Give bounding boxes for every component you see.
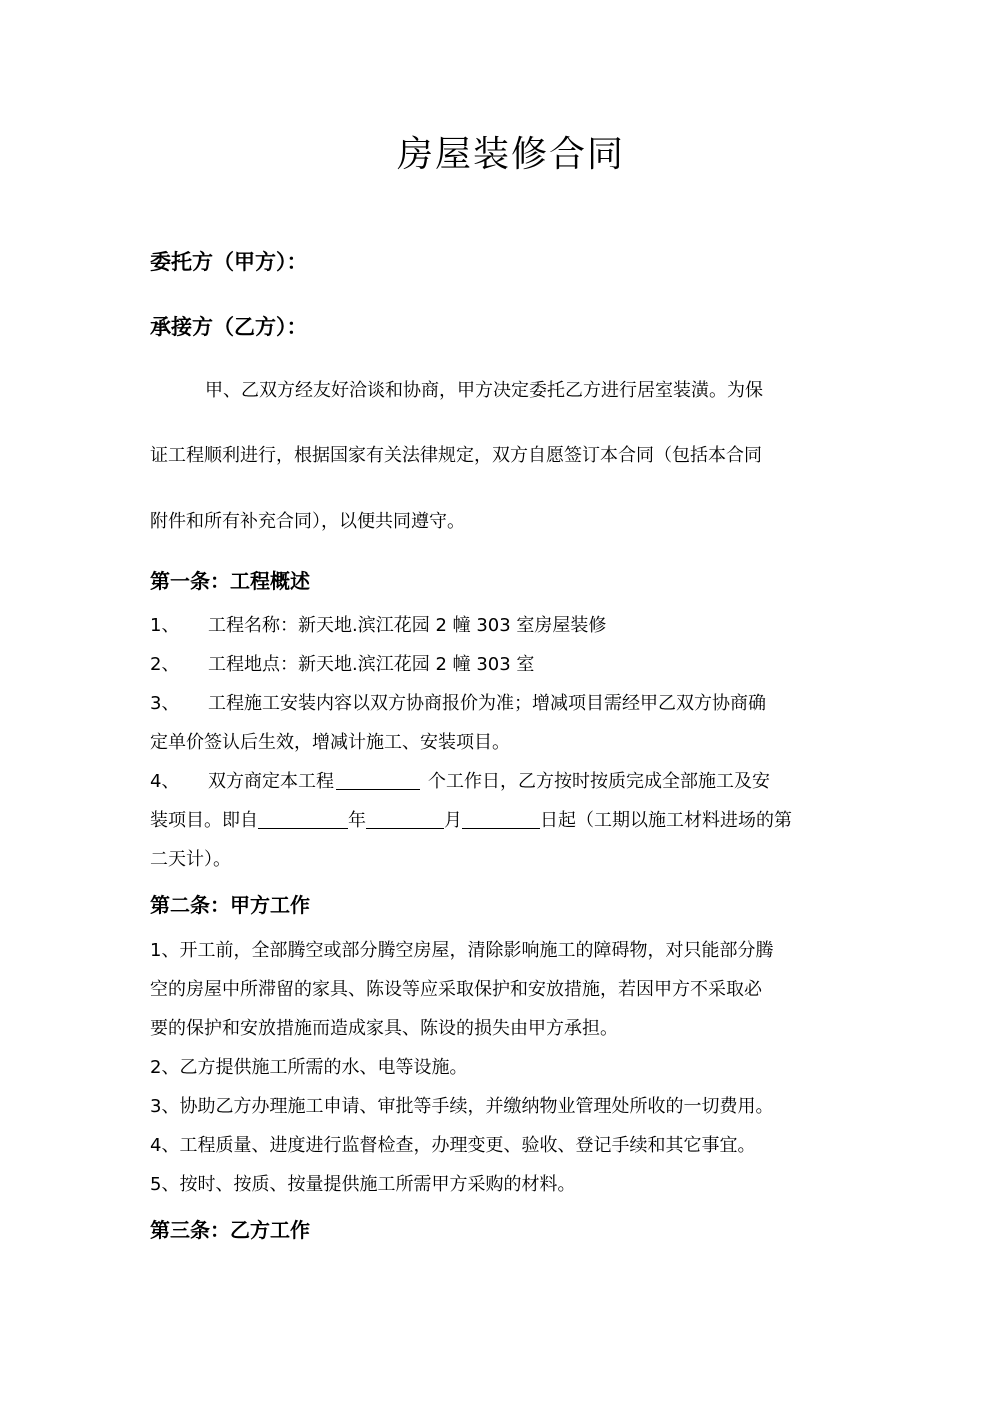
preamble-line-1: 甲、乙双方经友好洽谈和协商，甲方决定委托乙方进行居室装潢。为保 xyxy=(205,380,763,401)
article-2-item-1-line-1: 1、开工前，全部腾空或部分腾空房屋，清除影响施工的障碍物，对只能部分腾 xyxy=(150,940,774,961)
preamble-line-3: 附件和所有补充合同），以便共同遵守。 xyxy=(150,511,465,532)
article-1-item-4-cont: 二天计）。 xyxy=(150,849,231,870)
item-text: 日起（工期以施工材料进场的第 xyxy=(540,810,792,831)
article-2-item-3: 3、协助乙方办理施工申请、审批等手续，并缴纳物业管理处所收的一切费用。 xyxy=(150,1096,774,1117)
item-number: 4、 xyxy=(150,771,180,792)
item-text: 工程施工安装内容以双方协商报价为准；增减项目需经甲乙双方协商确 xyxy=(208,693,766,714)
article-1-item-4 xyxy=(150,767,770,793)
article-2-item-2: 2、乙方提供施工所需的水、电等设施。 xyxy=(150,1057,468,1078)
month-blank xyxy=(366,810,444,829)
article-3-heading: 第三条：乙方工作 xyxy=(150,1218,310,1242)
article-1-item-3-cont: 定单价签认后生效，增减计施工、安装项目。 xyxy=(150,732,510,753)
article-2-item-5: 5、按时、按质、按量提供施工所需甲方采购的材料。 xyxy=(150,1174,576,1195)
item-number: 3、 xyxy=(150,693,180,714)
item-number: 2、 xyxy=(150,654,180,675)
year-label: 年 xyxy=(348,810,366,831)
item-text: 工程名称：新天地.滨江花园 2 幢 303 室房屋装修 xyxy=(208,615,607,636)
article-2-item-1-line-2: 空的房屋中所滞留的家具、陈设等应采取保护和安放措施，若因甲方不采取必 xyxy=(150,979,762,1000)
item-text: 工程地点：新天地.滨江花园 2 幢 303 室 xyxy=(208,654,535,675)
month-label: 月 xyxy=(444,810,462,831)
article-1-item-4-date-line xyxy=(150,806,792,832)
article-1-heading: 第一条：工程概述 xyxy=(150,569,310,593)
party-b-label: 承接方（乙方）： xyxy=(150,315,308,339)
workdays-blank xyxy=(336,771,420,790)
item-text: 个工作日，乙方按时按质完成全部施工及安 xyxy=(428,771,770,792)
item-text: 装项目。即自 xyxy=(150,810,258,831)
item-number: 1、 xyxy=(150,615,180,636)
article-1-item-3 xyxy=(150,689,766,715)
document-title: 房屋装修合同 xyxy=(397,134,626,175)
article-2-heading: 第二条：甲方工作 xyxy=(150,893,310,917)
article-1-item-2 xyxy=(150,650,534,676)
article-2-item-1-line-3: 要的保护和安放措施而造成家具、陈设的损失由甲方承担。 xyxy=(150,1018,618,1039)
day-blank xyxy=(462,810,540,829)
item-text: 双方商定本工程 xyxy=(208,771,334,792)
article-1-item-1 xyxy=(150,611,606,637)
party-a-label: 委托方（甲方）： xyxy=(150,250,308,274)
article-2-item-4: 4、工程质量、进度进行监督检查，办理变更、验收、登记手续和其它事宜。 xyxy=(150,1135,756,1156)
preamble-line-2: 证工程顺利进行，根据国家有关法律规定，双方自愿签订本合同（包括本合同 xyxy=(150,445,762,466)
year-blank xyxy=(258,810,348,829)
